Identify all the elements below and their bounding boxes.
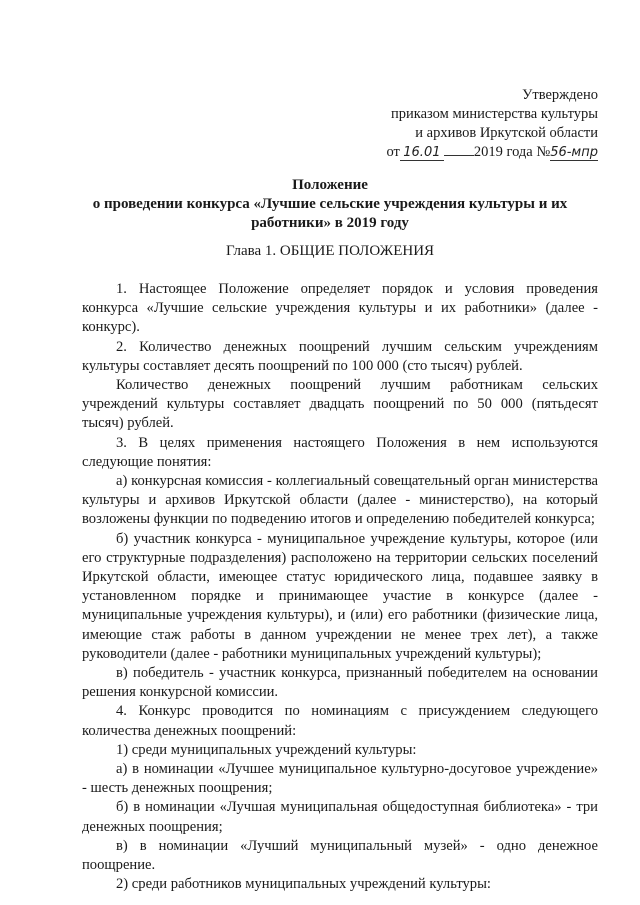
paragraph: а) в номинации «Лучшее муниципальное культурно-досуговое учреждение» - шесть денежных поощрения; xyxy=(82,761,598,797)
approval-date-prefix: от xyxy=(386,144,400,160)
document-body xyxy=(82,280,598,895)
date-underline xyxy=(444,155,474,156)
paragraph: 2. Количество денежных поощрений лучшим сельским учреждениям культуры составляет десять поощрений по 100 000 (сто тысяч) рублей. xyxy=(82,338,598,374)
paragraph: 4. Конкурс проводится по номинациям с присуждением следующего количества денежных поощрений: xyxy=(82,703,598,739)
title-line-3: работники» в 2019 году xyxy=(251,215,409,231)
approval-date-suffix: 2019 года № xyxy=(473,144,551,160)
paragraph: 2) среди работников муниципальных учреждений культуры: xyxy=(116,876,491,893)
chapter-heading: Глава 1. ОБЩИЕ ПОЛОЖЕНИЯ xyxy=(225,243,435,259)
approval-line-2: приказом министерства культуры xyxy=(391,106,598,122)
title-line-1: Положение xyxy=(292,177,368,193)
paragraph: 1. Настоящее Положение определяет порядок и условия проведения конкурса «Лучшие сельские учреждения культуры и их работники» (далее - конкурс). xyxy=(82,281,598,336)
approval-line-1: Утверждено xyxy=(522,87,598,103)
approval-date-handwritten: 16.01 xyxy=(400,145,444,161)
title-line-2: о проведении конкурса «Лучшие сельские учреждения культуры и их xyxy=(92,196,568,212)
paragraph: в) в номинации «Лучший муниципальный музей» - одно денежное поощрение. xyxy=(82,837,598,874)
paragraph: Количество денежных поощрений лучшим работникам сельских учреждений культуры составляет двадцать поощрений по 50 000 (пятьдесят тысяч) рублей. xyxy=(82,377,598,432)
paragraph: в) победитель - участник конкурса, признанный победителем на основании решения конкурсной комиссии. xyxy=(82,665,598,701)
approval-line-3: и архивов Иркутской области xyxy=(415,125,598,141)
approval-date-line xyxy=(386,143,598,162)
paragraph: б) участник конкурса - муниципальное учреждение культуры, которое (или его структурные подразделения) расположено на территории сельских поселений Иркутской области, имеющее статус юридического лица, подавшее заявку в установленном порядке и принимающее участие в конкурсе (далее - муниципальные учреждения культуры), и (или) его работники (физические лица, имеющие стаж работы в данном учреждении не менее трех лет), а также руководители (далее - работники муниципальных учреждений культуры); xyxy=(82,530,598,662)
paragraph: а) конкурсная комиссия - коллегиальный совещательный орган министерства культуры и архивов Иркутской области (далее - министерство), на который возложены функции по подведению итогов и определению победителей конкурса; xyxy=(82,473,598,528)
approval-stamp xyxy=(386,86,598,162)
document-title xyxy=(90,176,570,233)
approval-number-handwritten: 56-мпр xyxy=(550,145,598,160)
paragraph: 3. В целях применения настоящего Положения в нем используются следующие понятия: xyxy=(82,434,598,470)
paragraph: 1) среди муниципальных учреждений культуры: xyxy=(116,741,417,758)
paragraph: б) в номинации «Лучшая муниципальная общедоступная библиотека» - три денежных поощрения; xyxy=(82,799,598,835)
